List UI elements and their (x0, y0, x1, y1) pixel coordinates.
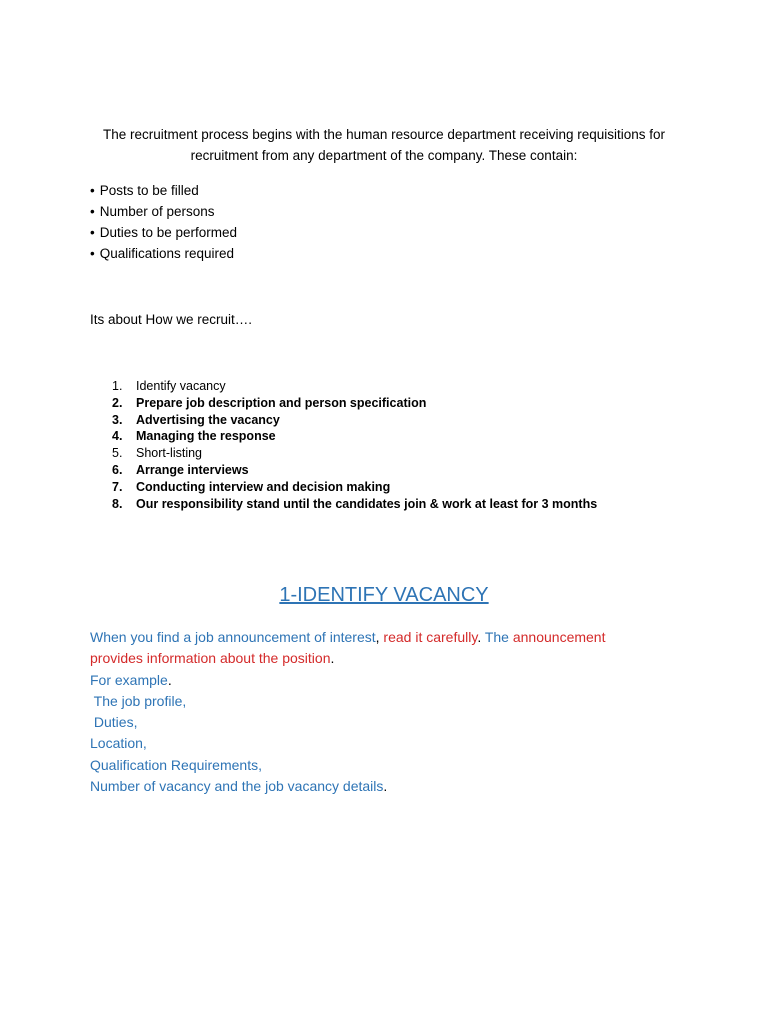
step-number: 4. (112, 429, 123, 444)
intro-line-2: recruitment from any department of the company. These contain: (190, 148, 578, 163)
paragraph-line: For example. (90, 671, 172, 688)
list-item: The job profile, (90, 692, 187, 709)
step-number: 6. (112, 462, 123, 477)
step-label: Conducting interview and decision making (136, 479, 391, 494)
list-item: • Qualifications required (90, 243, 237, 264)
list-item (112, 496, 597, 513)
section-heading: 1-IDENTIFY VACANCY (279, 584, 489, 606)
step-label: Prepare job description and person specification (136, 395, 427, 410)
step-label: Short-listing (136, 446, 202, 461)
list-item (112, 378, 597, 395)
step-label: Our responsibility stand until the candidates join & work at least for 3 months (136, 496, 598, 511)
list-item (112, 462, 597, 479)
list-item (112, 412, 597, 429)
list-item (112, 428, 597, 445)
list-item: Location, (90, 735, 147, 752)
how-we-recruit-line: Its about How we recruit…. (90, 312, 253, 327)
step-number: 7. (112, 479, 123, 494)
step-number: 5. (112, 446, 123, 461)
list-item (112, 479, 597, 496)
intro-line-1: The recruitment process begins with the human resource department receiving requisitions for (102, 127, 666, 142)
paragraph-line: Number of vacancy and the job vacancy details. (90, 778, 388, 795)
step-number: 8. (112, 496, 123, 511)
paragraph-line: When you find a job announcement of interest, read it carefully. The announcement (90, 629, 606, 645)
list-item: Qualification Requirements, (90, 756, 262, 773)
list-item: • Number of persons (90, 201, 237, 222)
step-number: 3. (112, 412, 123, 427)
paragraph-line: provides information about the position. (90, 650, 335, 667)
intro-paragraph (80, 124, 688, 166)
step-number: 1. (112, 379, 123, 393)
step-label: Managing the response (136, 429, 276, 444)
list-item (112, 445, 597, 462)
list-item (112, 395, 597, 412)
list-item: • Duties to be performed (90, 222, 237, 243)
recruitment-steps-list (112, 378, 597, 512)
list-item: Duties, (90, 714, 138, 731)
step-label: Advertising the vacancy (136, 412, 280, 427)
requisition-contents-list (90, 180, 237, 264)
step-label: Identify vacancy (136, 379, 226, 393)
step-label: Arrange interviews (136, 462, 249, 477)
list-item: • Posts to be filled (90, 180, 237, 201)
step-number: 2. (112, 395, 123, 410)
identify-vacancy-paragraph (90, 627, 690, 797)
